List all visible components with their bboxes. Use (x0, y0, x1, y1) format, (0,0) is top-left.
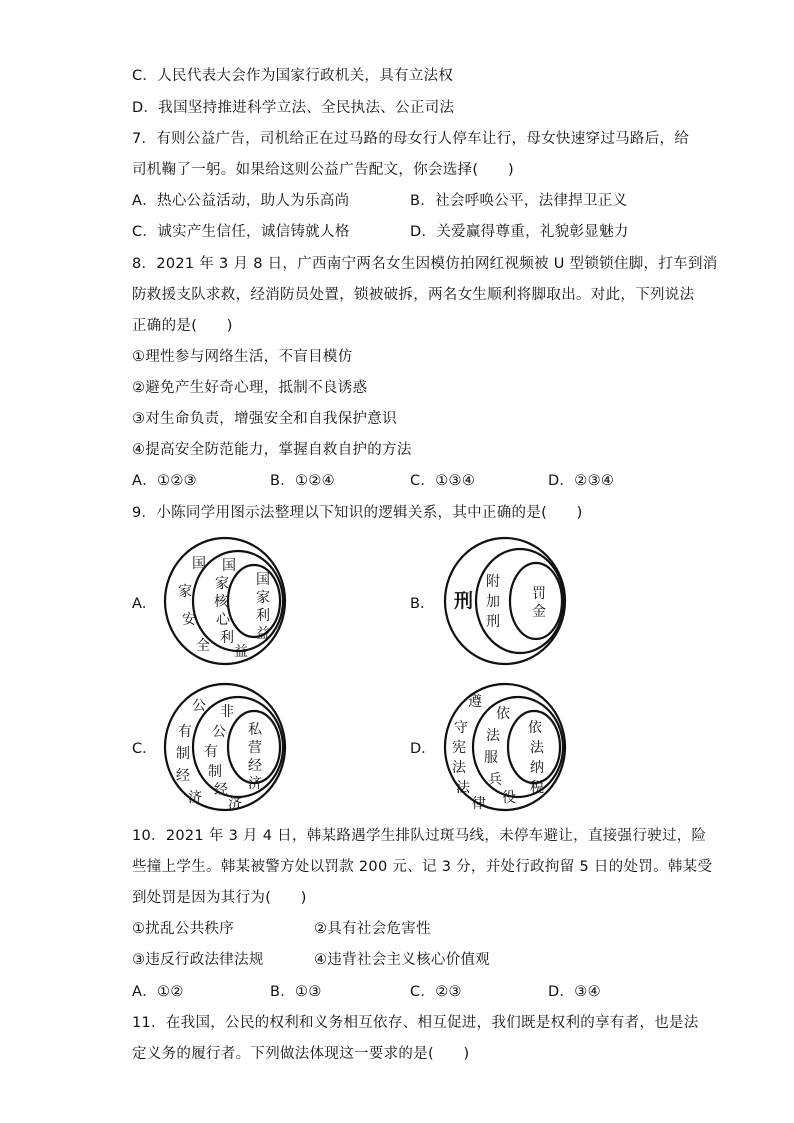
diagram-a-middle-char: 利 (220, 630, 234, 646)
diagram-a-inner-char: 利 (256, 608, 270, 624)
q8-option-c: C．①③④ (410, 473, 476, 489)
diagram-a-outer-char: 家 (178, 584, 192, 600)
diagram-d-outer-char: 律 (472, 796, 486, 812)
q7-option-d: D．关爱赢得尊重，礼貌彰显魅力 (410, 224, 629, 240)
q10-option-c: C．②③ (410, 984, 462, 1000)
q8-stem-line1: 8．2021 年 3 月 8 日，广西南宁两名女生因模仿拍网红视频被 U 型锁锁住脚，打车到消 (132, 256, 718, 272)
diagram-a-middle-char: 益 (234, 644, 248, 660)
diagram-d-outer-char: 守 (454, 720, 468, 736)
q8-option-b: B．①②④ (270, 473, 335, 489)
diagram-c-outer-char: 有 (178, 724, 192, 740)
diagram-d-inner-char: 依 (528, 720, 542, 736)
diagram-c-inner-char: 济 (248, 776, 262, 792)
q9-stem: 9．小陈同学用图示法整理以下知识的逻辑关系，其中正确的是( ) (132, 505, 583, 521)
diagram-d-middle-char: 服 (484, 750, 498, 766)
q7-option-b: B．社会呼唤公平，法律捍卫正义 (410, 193, 628, 209)
diagram-d-inner-char: 法 (530, 740, 544, 756)
q10-stem-line1: 10．2021 年 3 月 4 日，韩某路遇学生排队过斑马线，未停车避让，直接强行驶过，险 (132, 828, 707, 844)
q9-option-c-label: C． (132, 741, 157, 757)
q9-diagram-b (440, 532, 570, 670)
diagram-d-outer-char: 法 (456, 780, 470, 796)
diagram-c-middle-char: 经 (214, 782, 228, 798)
q11-stem-line2: 定义务的履行者。下列做法体现这一要求的是( ) (132, 1046, 470, 1062)
diagram-d-middle-char: 兵 (488, 772, 502, 788)
diagram-d-middle-char: 依 (496, 706, 510, 722)
diagram-c-outer-char: 济 (188, 790, 202, 806)
q10-statement-1: ①扰乱公共秩序 (132, 921, 235, 937)
diagram-c-middle-char: 济 (228, 796, 242, 812)
diagram-c-inner-char: 私 (248, 722, 262, 738)
diagram-a-inner-char: 家 (256, 590, 270, 606)
q8-option-d: D．②③④ (548, 473, 615, 489)
diagram-c-outer-char: 制 (176, 746, 190, 762)
diagram-c-middle-char: 非 (220, 704, 234, 720)
q9-diagram-a (160, 532, 290, 670)
q10-statement-3: ③违反行政法律法规 (132, 952, 264, 968)
q9-diagram-c (160, 678, 290, 816)
diagram-a-outer-char: 全 (196, 638, 210, 654)
diagram-b-inner-char: 金 (532, 604, 546, 620)
diagram-d-outer-char: 法 (452, 760, 466, 776)
q8-option-a: A．①②③ (132, 473, 197, 489)
q8-stem-line3: 正确的是( ) (132, 318, 233, 334)
q8-statement-1: ①理性参与网络生活，不盲目模仿 (132, 349, 353, 365)
diagram-a-inner-char: 国 (256, 572, 270, 588)
q7-option-a: A．热心公益活动，助人为乐高尚 (132, 193, 350, 209)
diagram-c-inner-char: 经 (248, 758, 262, 774)
diagram-c-middle-char: 制 (208, 764, 222, 780)
q8-statement-4: ④提高安全防范能力，掌握自救自护的方法 (132, 442, 412, 458)
q6-option-c: C．人民代表大会作为国家行政机关，具有立法权 (132, 68, 454, 84)
diagram-d-inner-char: 税 (530, 780, 544, 796)
diagram-b-inner-char: 罚 (532, 586, 546, 602)
q10-statement-2: ②具有社会危害性 (314, 921, 431, 937)
diagram-c-middle-char: 公 (212, 724, 226, 740)
diagram-a-inner-circle (228, 565, 280, 637)
diagram-c-middle-char: 有 (204, 744, 218, 760)
diagram-d-middle-circle (473, 697, 563, 797)
diagram-b-middle-char: 加 (486, 594, 500, 610)
diagram-a-outer-char: 安 (182, 612, 196, 628)
q10-option-d: D．③④ (548, 984, 601, 1000)
diagram-a-middle-char: 核 (214, 594, 228, 610)
diagram-d-inner-char: 纳 (530, 760, 544, 776)
diagram-a-inner-char: 益 (256, 626, 270, 642)
q9-option-d-label: D． (410, 741, 436, 757)
diagram-b-middle-char: 刑 (486, 614, 500, 630)
q8-statement-3: ③对生命负责，增强安全和自我保护意识 (132, 411, 397, 427)
q7-stem-line1: 7．有则公益广告，司机给正在过马路的母女行人停车让行，母女快速穿过马路后，给 (132, 131, 690, 147)
diagram-b-middle-char: 附 (486, 574, 500, 590)
q7-option-c: C．诚实产生信任，诚信铸就人格 (132, 224, 350, 240)
diagram-d-outer-char: 宪 (452, 740, 466, 756)
diagram-c-inner-char: 营 (248, 740, 262, 756)
q10-stem-line2: 些撞上学生。韩某被警方处以罚款 200 元、记 3 分，并处行政拘留 5 日的处罚。韩某受 (132, 859, 713, 875)
q9-option-a-label: A． (132, 596, 157, 612)
diagram-a-middle-char: 国 (222, 558, 236, 574)
q6-option-d: D．我国坚持推进科学立法、全民执法、公正司法 (132, 100, 455, 116)
diagram-d-middle-char: 役 (502, 790, 516, 806)
q10-option-b: B．①③ (270, 984, 322, 1000)
diagram-b-outer-label: 刑 (454, 590, 474, 612)
diagram-c-outer-char: 公 (192, 698, 206, 714)
q8-statement-2: ②避免产生好奇心理，抵制不良诱惑 (132, 380, 368, 396)
q10-option-a: A．①② (132, 984, 184, 1000)
q10-statement-4: ④违背社会主义核心价值观 (314, 952, 491, 968)
diagram-a-outer-char: 国 (192, 556, 206, 572)
q7-stem-line2: 司机鞠了一躬。如果给这则公益广告配文，你会选择( ) (132, 162, 514, 178)
q9-diagram-d (440, 678, 570, 816)
diagram-d-outer-char: 遵 (468, 694, 482, 710)
q8-stem-line2: 防救援支队求救，经消防员处置，锁被破拆，两名女生顺利将脚取出。对此，下列说法 (132, 287, 695, 303)
q9-option-b-label: B． (410, 596, 435, 612)
q11-stem-line1: 11．在我国，公民的权利和义务相互依存、相互促进，我们既是权利的享有者，也是法 (132, 1015, 699, 1031)
diagram-a-middle-char: 家 (215, 576, 229, 592)
diagram-c-outer-char: 经 (176, 768, 190, 784)
diagram-d-middle-char: 法 (486, 728, 500, 744)
diagram-a-middle-char: 心 (216, 612, 230, 628)
q10-stem-line3: 到处罚是因为其行为( ) (132, 890, 307, 906)
